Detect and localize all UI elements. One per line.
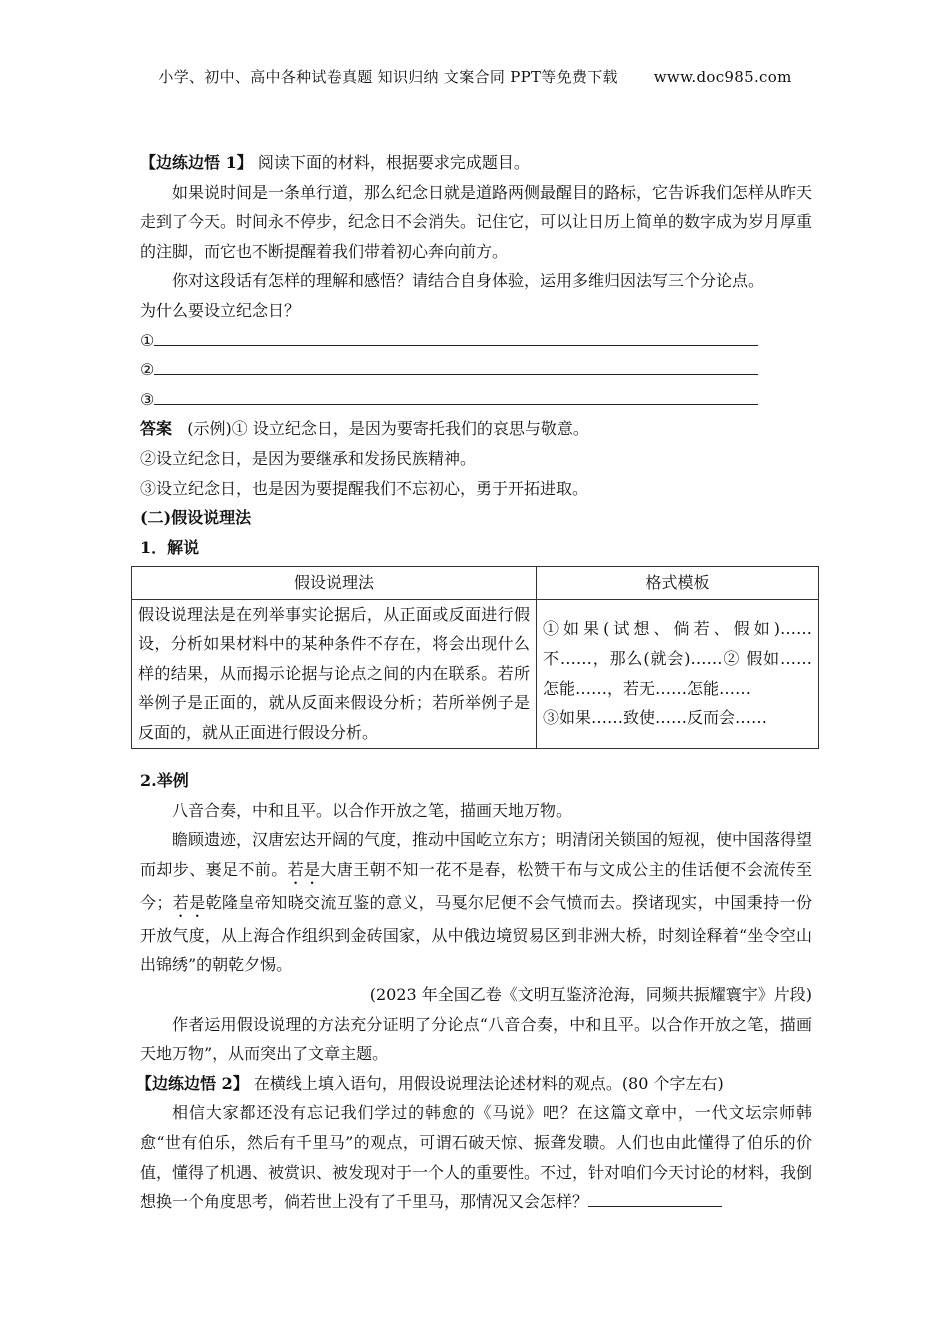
blank-2[interactable]: ② <box>140 355 812 385</box>
method-table <box>131 566 819 749</box>
example-analysis: 作者运用假设说理的方法充分证明了分论点“八音合奏，中和且平。以合作开放之笔，描画天地万物”，从而突出了文章主题。 <box>140 1014 812 1064</box>
header-site: www.doc985.com <box>653 68 792 86</box>
example-section <box>136 766 813 1217</box>
answer-2: ②设立纪念日，是因为要继承和发扬民族精神。 <box>140 448 477 468</box>
exercise-tag: 【边练边悟 1】 <box>140 153 253 172</box>
exercise-1 <box>140 148 812 562</box>
example-paragraph: 八音合奏，中和且平。以合作开放之笔，描画天地万物。 <box>172 800 573 820</box>
header-text: 小学、初中、高中各种试卷真题 知识归纳 文案合同 PPT等免费下载 <box>158 68 618 86</box>
table-header: 假设说理法 <box>132 567 537 600</box>
answer-3: ③设立纪念日，也是因为要提醒我们不忘初心，勇于开拓进取。 <box>140 478 589 498</box>
subsection-example: 2.举例 <box>140 771 189 790</box>
table-cell-explanation: 假设说理法是在列举事实论据后，从正面或反面进行假设，分析如果材料中的某种条件不存在，将会出现什么样的结果，从而揭示论据与论点之间的内在联系。若所举例子是正面的，就从反面来假设分析；若所举例子是反面的，就从正面进行假设分析。 <box>132 599 537 748</box>
blank-1[interactable]: ① <box>140 326 812 356</box>
answer-1: (示例)① 设立纪念日，是因为要寄托我们的哀思与敬意。 <box>187 419 589 439</box>
example-paragraph: 瞻顾遗迹，汉唐宏达开阔的气度，推动中国屹立东方；明清闭关锁国的短视，使中国落得望而却步、裹足不前。若是大唐王朝不知一花不是春，松赞干布与文成公主的佳话便不会流传至今；若是乾隆皇帝知晓交流互鉴的意义，马戛尔尼便不会气愤而去。揆诸现实，中国秉持一份开放气度，从上海合作组织到金砖国家，从中俄边境贸易区到非洲大桥，时刻诠释着“坐令空山出锦绣”的朝乾夕惕。 <box>140 830 813 975</box>
question-text: 你对这段话有怎样的理解和感悟？请结合自身体验，运用多维归因法写三个分论点。 <box>172 271 765 291</box>
answer-label: 答案 <box>140 419 173 439</box>
material-text: 相信大家都还没有忘记我们学过的韩愈的《马说》吧？在这篇文章中，一代文坛宗师韩愈“世有伯乐，然后有千里马”的观点，可谓石破天惊、振聋发聩。人们也由此懂得了伯乐的价值，懂得了机遇、被赏识、被发现对于一个人的重要性。不过，针对咱们今天讨论的材料，我倒想换一个角度思考，倘若世上没有了千里马，那情况又会怎样？ <box>140 1103 813 1212</box>
exercise-tag: 【边练边悟 2】 <box>136 1073 249 1093</box>
table-cell-templates: ①如果(试想、倘若、假如)……不……，那么(就会)……② 假如……怎能……，若无……怎能…… ③如果……致使……反而会…… <box>537 599 819 748</box>
sub-question: 为什么要设立纪念日？ <box>140 300 301 320</box>
exercise-instruction: 在横线上填入语句，用假设说理法论述材料的观点。(80 个字左右) <box>253 1073 724 1093</box>
page-header <box>0 66 950 87</box>
table-header: 格式模板 <box>537 567 819 600</box>
answer-blank[interactable] <box>588 1190 722 1207</box>
blank-3[interactable]: ③ <box>140 385 812 415</box>
section-title: (二)假设说理法 <box>140 508 252 528</box>
example-source: (2023 年全国乙卷《文明互鉴济沧海，同频共振耀寰宇》片段) <box>369 984 812 1004</box>
subsection-explanation: 1．解说 <box>140 537 200 557</box>
exercise-instruction: 阅读下面的材料，根据要求完成题目。 <box>257 153 530 172</box>
material-text: 如果说时间是一条单行道，那么纪念日就是道路两侧最醒目的路标，它告诉我们怎样从昨天走到了今天。时间永不停步，纪念日不会消失。记住它，可以让日历上简单的数字成为岁月厚重的注脚，而它也不断提醒着我们带着初心奔向前方。 <box>140 182 813 261</box>
